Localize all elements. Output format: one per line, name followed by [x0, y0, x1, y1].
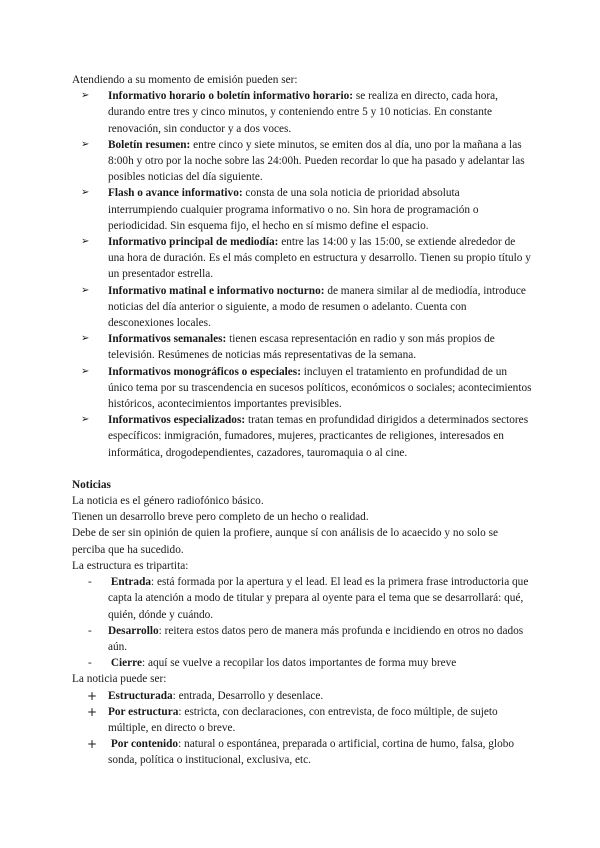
- list-item: [72, 88, 532, 137]
- item-title: Por estructura: [108, 705, 179, 718]
- paragraph: La estructura es tripartita:: [72, 559, 189, 572]
- paragraph: La noticia es el género radiofónico básico.: [72, 495, 264, 508]
- list-item: [72, 704, 532, 736]
- list-item: [72, 137, 532, 186]
- arrow-bullet-icon: ➢: [81, 90, 90, 102]
- list-item: [72, 364, 532, 413]
- item-text: entre cinco y siete minutos, se emiten dos al día, uno por la mañana a las 8:00h y otro por la noche sobre las 24:00h. Pueden recordar lo que ha pasado y adelantar las posibles noticias del día siguiente.: [108, 138, 525, 184]
- item-text: : está formada por la apertura y el lead. El lead es la primera frase introductoria que capta la atención a modo de titular y prepara al oyente para el tema que se desarrollará: qué, quién, dónde y cuándo.: [108, 576, 529, 621]
- dash-bullet-icon: -: [88, 657, 92, 670]
- list-item: [72, 331, 532, 363]
- intro-text: Atendiendo a su momento de emisión pueden ser:: [72, 74, 298, 86]
- item-title: Cierre: [110, 657, 142, 670]
- item-text: : aquí se vuelve a recopilar los datos importantes de forma muy breve: [141, 657, 457, 670]
- document-content: [72, 72, 532, 769]
- section-title: Noticias: [72, 478, 111, 491]
- dash-bullet-icon: -: [88, 624, 92, 637]
- item-text: : reitera estos datos pero de manera más profunda e incidiendo en otros no dados aún.: [108, 624, 524, 653]
- item-title: Desarrollo: [108, 624, 159, 637]
- item-title: Informativos semanales:: [108, 333, 227, 346]
- list-item: [72, 185, 532, 234]
- item-text: tratan temas en profundidad dirigidos a determinados sectores específicos: inmigración, fumadores, mujeres, practicantes de religiones, interesados en informática, drogodependientes, cazadores, tauromaquia o al cine.: [108, 414, 529, 459]
- plus-bullet-icon: +: [87, 704, 98, 719]
- list-item: [72, 688, 532, 704]
- item-text: : natural o espontánea, preparada o artificial, cortina de humo, falsa, globo sonda, política o institucional, exclusiva, etc.: [108, 738, 515, 767]
- kinds-list: [72, 688, 532, 769]
- item-text: entre las 14:00 y las 15:00, se extiende alrededor de una hora de duración. Es el más completo en estructura y desarrollo. Tienen su propio título y un presentador estrella.: [108, 236, 531, 281]
- paragraph: Debe de ser sin opinión de quien la profiere, aunque sí con análisis de lo acaecido y no solo se perciba que ha sucedido.: [72, 527, 499, 556]
- item-title: Informativo principal de mediodía:: [108, 236, 279, 249]
- item-text: : entrada, Desarrollo y desenlace.: [172, 689, 324, 702]
- list-item: [72, 234, 532, 283]
- arrow-bullet-icon: ➢: [81, 236, 90, 248]
- item-title: Informativo horario o boletín informativo horario:: [108, 90, 354, 103]
- arrow-bullet-icon: ➢: [81, 284, 90, 296]
- list-item: [72, 623, 532, 655]
- item-title: Informativo matinal e informativo nocturno:: [108, 284, 325, 297]
- item-title: Por contenido: [110, 738, 179, 751]
- arrow-bullet-icon: ➢: [81, 414, 90, 426]
- item-text: de manera similar al de mediodía, introduce noticias del día anterior o siguiente, a modo de resumen o adelanto. Cuenta con desconexiones locales.: [108, 284, 526, 330]
- dash-bullet-icon: -: [88, 576, 92, 589]
- list-item: [72, 736, 532, 768]
- item-text: incluyen el tratamiento en profundidad de un único tema por su trascendencia en sucesos políticos, económicos o sociales; acontecimientos históricos, acontecimientos importantes previsibles.: [108, 365, 532, 411]
- list-item: [72, 655, 532, 671]
- list-item: [72, 412, 532, 461]
- item-text: : estricta, con declaraciones, con entrevista, de foco múltiple, de sujeto múltiple, en directo o breve.: [108, 705, 498, 734]
- item-text: se realiza en directo, cada hora, durando entre tres y cinco minutos, y conteniendo entre 5 y 10 noticias. En constante renovación, sin conductor y a dos voces.: [108, 90, 498, 135]
- list-item: [72, 283, 532, 332]
- item-title: Informativos monográficos o especiales:: [108, 365, 301, 378]
- broadcast-types-list: [72, 88, 532, 461]
- paragraph: Tienen un desarrollo breve pero completo de un hecho o realidad.: [72, 511, 369, 524]
- arrow-bullet-icon: ➢: [81, 138, 90, 150]
- plus-bullet-icon: +: [87, 688, 98, 703]
- paragraph: La noticia puede ser:: [72, 673, 167, 686]
- item-text: tienen escasa representación en radio y son más propios de televisión. Resúmenes de noticias más representativas de la semana.: [108, 333, 495, 362]
- item-text: consta de una sola noticia de prioridad absoluta interrumpiendo cualquier programa informativo o no. Sin hora de programación o periodicidad. Sin esquema fijo, el hecho en sí mismo define el espacio.: [108, 187, 479, 232]
- arrow-bullet-icon: ➢: [81, 365, 90, 377]
- list-item: [72, 574, 532, 623]
- arrow-bullet-icon: ➢: [81, 187, 90, 199]
- item-title: Informativos especializados:: [108, 414, 246, 427]
- item-title: Boletín resumen:: [108, 138, 191, 151]
- item-title: Estructurada: [108, 689, 173, 702]
- item-title: Entrada: [110, 576, 152, 589]
- plus-bullet-icon: +: [87, 737, 98, 752]
- structure-list: [72, 574, 532, 671]
- arrow-bullet-icon: ➢: [81, 333, 90, 345]
- item-title: Flash o avance informativo:: [108, 187, 243, 200]
